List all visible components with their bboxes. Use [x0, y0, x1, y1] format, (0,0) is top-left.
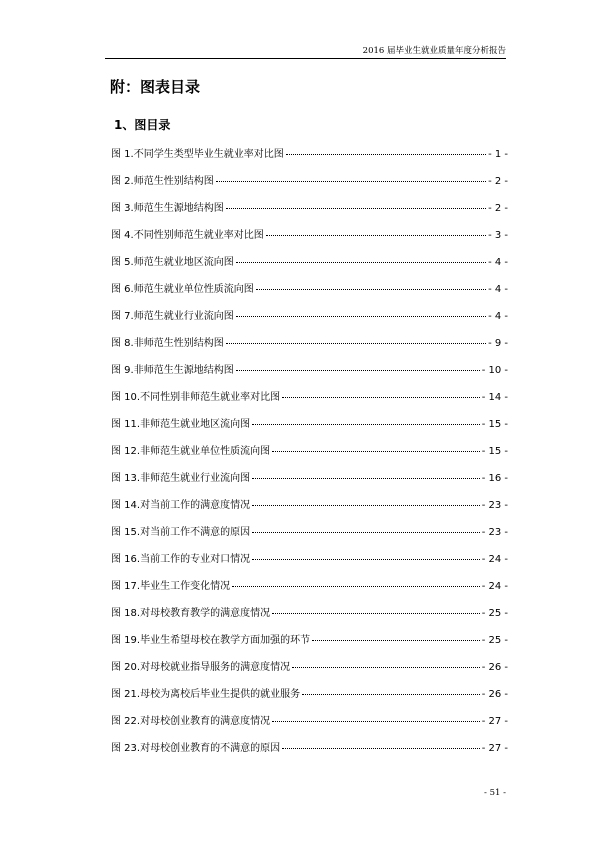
toc-dot-leader [292, 667, 480, 668]
running-header-title: 2016 届毕业生就业质量年度分析报告 [362, 46, 506, 56]
toc-dot-leader [252, 559, 480, 560]
toc-entry-label: 图 5.师范生就业地区流向图 [111, 257, 234, 268]
toc-entry-label: 图 4.不同性别师范生就业率对比图 [111, 230, 264, 241]
toc-entry[interactable] [111, 658, 508, 685]
toc-entry[interactable] [111, 685, 508, 712]
toc-entry-page: - 27 - [481, 716, 508, 727]
toc-entry-page: - 23 - [481, 500, 508, 511]
toc-entry-page: - 16 - [481, 473, 508, 484]
toc-entry-label: 图 18.对母校教育教学的满意度情况 [111, 608, 271, 619]
toc-entry[interactable] [111, 631, 508, 658]
appendix-title: 附：图表目录 [110, 78, 201, 96]
toc-entry-page: - 26 - [481, 689, 508, 700]
toc-entry-page: - 15 - [481, 446, 508, 457]
toc-entry-label: 图 17.毕业生工作变化情况 [111, 581, 231, 592]
page-number: - 51 - [484, 788, 506, 798]
toc-entry-page: - 4 - [488, 311, 508, 322]
toc-entry-label: 图 7.师范生就业行业流向图 [111, 311, 234, 322]
toc-entry-page: - 3 - [488, 230, 508, 241]
toc-entry-page: - 25 - [481, 608, 508, 619]
toc-entry-label: 图 6.师范生就业单位性质流向图 [111, 284, 254, 295]
toc-entry-page: - 27 - [481, 743, 508, 754]
toc-dot-leader [236, 316, 486, 317]
toc-entry-page: - 1 - [488, 149, 508, 160]
toc-entry[interactable] [111, 712, 508, 739]
toc-dot-leader [256, 289, 486, 290]
toc-entry-label: 图 3.师范生生源地结构图 [111, 203, 224, 214]
toc-entry-label: 图 15.对当前工作不满意的原因 [111, 527, 251, 538]
toc-entry[interactable] [111, 469, 508, 496]
toc-entry[interactable] [111, 388, 508, 415]
toc-dot-leader [226, 343, 486, 344]
toc-entry-label: 图 22.对母校创业教育的满意度情况 [111, 716, 271, 727]
toc-dot-leader [252, 505, 480, 506]
section-title: 1、图目录 [114, 118, 171, 132]
toc-entry-label: 图 20.对母校就业指导服务的满意度情况 [111, 662, 291, 673]
toc-dot-leader [272, 613, 480, 614]
toc-entry-page: - 14 - [481, 392, 508, 403]
toc-entry-label: 图 13.非师范生就业行业流向图 [111, 473, 251, 484]
toc-entry[interactable] [111, 550, 508, 577]
toc-entry-page: - 24 - [481, 581, 508, 592]
toc-dot-leader [216, 181, 486, 182]
toc-dot-leader [252, 532, 480, 533]
toc-dot-leader [236, 370, 480, 371]
toc-entry[interactable] [111, 577, 508, 604]
running-header [105, 44, 506, 59]
toc-dot-leader [272, 721, 480, 722]
toc-entry-label: 图 2.师范生性别结构图 [111, 176, 214, 187]
toc-entry-label: 图 1.不同学生类型毕业生就业率对比图 [111, 149, 284, 160]
toc-entry-page: - 24 - [481, 554, 508, 565]
toc-entry[interactable] [111, 280, 508, 307]
toc-entry-label: 图 14.对当前工作的满意度情况 [111, 500, 251, 511]
toc-entry-page: - 26 - [481, 662, 508, 673]
toc-entry-page: - 10 - [481, 365, 508, 376]
toc-entry[interactable] [111, 172, 508, 199]
toc-dot-leader [282, 397, 480, 398]
toc-entry-label: 图 11.非师范生就业地区流向图 [111, 419, 251, 430]
toc-dot-leader [232, 586, 480, 587]
toc-dot-leader [226, 208, 486, 209]
toc-entry-label: 图 16.当前工作的专业对口情况 [111, 554, 251, 565]
toc-entry-label: 图 8.非师范生性别结构图 [111, 338, 224, 349]
toc-entry-label: 图 19.毕业生希望母校在教学方面加强的环节 [111, 635, 311, 646]
toc-dot-leader [236, 262, 486, 263]
toc-dot-leader [312, 640, 480, 641]
toc-entry[interactable] [111, 253, 508, 280]
toc-entry-label: 图 9.非师范生生源地结构图 [111, 365, 234, 376]
toc-entry-page: - 23 - [481, 527, 508, 538]
toc-entry[interactable] [111, 739, 508, 766]
toc-entry-page: - 25 - [481, 635, 508, 646]
toc-dot-leader [252, 478, 480, 479]
toc-entry[interactable] [111, 496, 508, 523]
toc-entry-label: 图 21.母校为离校后毕业生提供的就业服务 [111, 689, 301, 700]
toc-dot-leader [286, 154, 486, 155]
toc-entry-page: - 9 - [488, 338, 508, 349]
toc-entry-label: 图 12.非师范生就业单位性质流向图 [111, 446, 271, 457]
toc-entry[interactable] [111, 199, 508, 226]
figure-toc-list [111, 145, 508, 766]
toc-dot-leader [266, 235, 486, 236]
toc-dot-leader [302, 694, 480, 695]
toc-dot-leader [272, 451, 480, 452]
toc-entry-label: 图 10.不同性别非师范生就业率对比图 [111, 392, 281, 403]
toc-entry[interactable] [111, 334, 508, 361]
toc-entry-page: - 2 - [488, 176, 508, 187]
toc-entry[interactable] [111, 523, 508, 550]
toc-entry-label: 图 23.对母校创业教育的不满意的原因 [111, 743, 281, 754]
toc-entry-page: - 4 - [488, 284, 508, 295]
toc-entry-page: - 2 - [488, 203, 508, 214]
toc-entry[interactable] [111, 604, 508, 631]
toc-dot-leader [282, 748, 480, 749]
toc-entry[interactable] [111, 361, 508, 388]
toc-entry[interactable] [111, 145, 508, 172]
toc-entry[interactable] [111, 226, 508, 253]
toc-entry[interactable] [111, 442, 508, 469]
toc-entry[interactable] [111, 415, 508, 442]
toc-entry[interactable] [111, 307, 508, 334]
toc-entry-page: - 15 - [481, 419, 508, 430]
toc-entry-page: - 4 - [488, 257, 508, 268]
toc-dot-leader [252, 424, 480, 425]
